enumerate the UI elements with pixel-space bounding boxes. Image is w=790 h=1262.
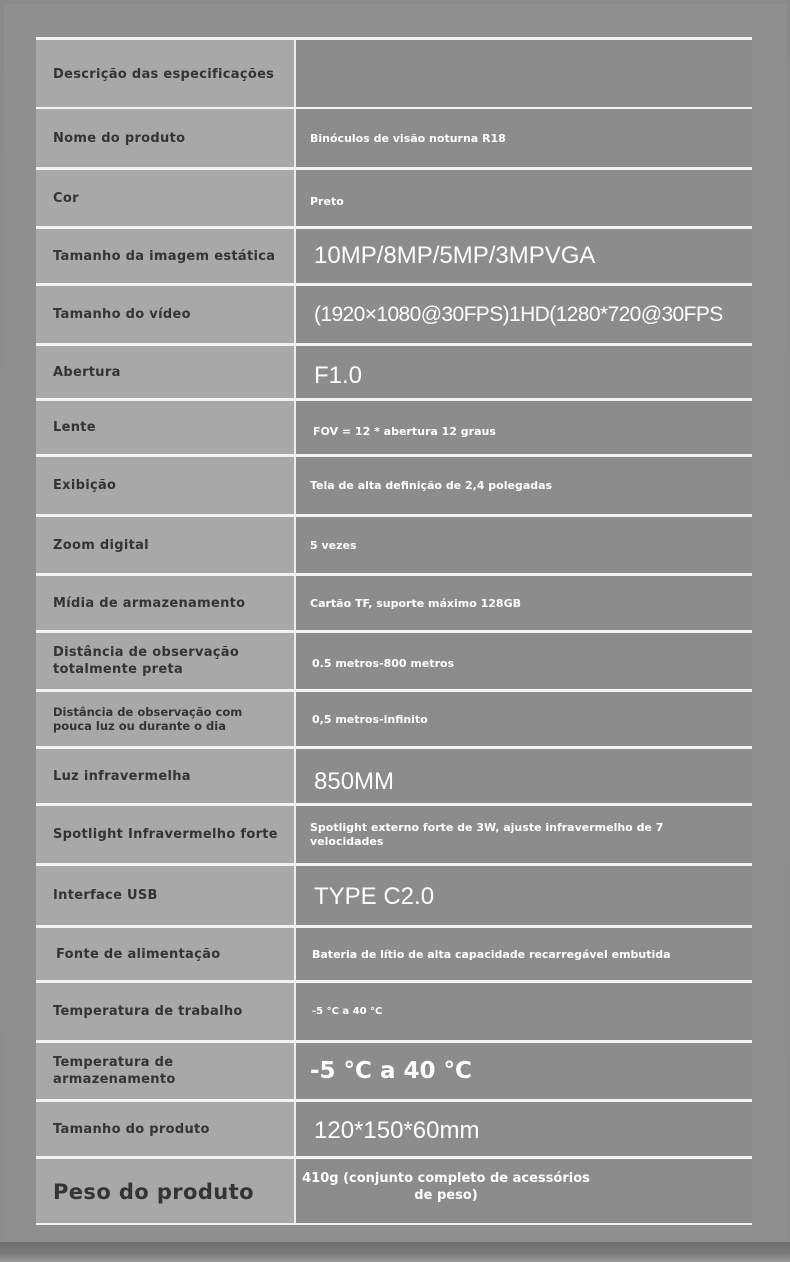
- table-row: [36, 576, 752, 630]
- row-value: Binóculos de visão noturna R18: [296, 109, 752, 167]
- row-label: Temperatura de trabalho: [36, 983, 294, 1040]
- table-row: [36, 170, 752, 226]
- header-label: Descrição das especificações: [36, 40, 294, 107]
- row-label: Tamanho do produto: [36, 1102, 294, 1156]
- row-label: Abertura: [36, 346, 294, 398]
- table-row: [36, 286, 752, 343]
- row-value: 10MP/8MP/5MP/3MPVGA: [296, 229, 752, 283]
- row-label: Interface USB: [36, 866, 294, 925]
- row-label: Temperatura de armazenamento: [36, 1043, 294, 1099]
- row-label: Distância de observação totalmente preta: [36, 633, 294, 689]
- table-row: [36, 517, 752, 573]
- row-value-text: Spotlight externo forte de 3W, ajuste infravermelho de 7 velocidades: [310, 820, 664, 848]
- table-row: [36, 346, 752, 398]
- row-value: 850MM: [296, 749, 752, 803]
- table-row: [36, 806, 752, 863]
- row-value: 0.5 metros-800 metros: [296, 633, 752, 689]
- row-value: 120*150*60mm: [296, 1102, 752, 1156]
- table-row: [36, 866, 752, 925]
- row-value: 0,5 metros-infinito: [296, 692, 752, 746]
- table-row: [36, 928, 752, 980]
- table-row: [36, 1043, 752, 1099]
- row-value: -5 °C a 40 °C: [296, 1043, 752, 1099]
- row-label: Cor: [36, 170, 294, 226]
- row-value: Tela de alta definição de 2,4 polegadas: [296, 457, 752, 514]
- row-label: Zoom digital: [36, 517, 294, 573]
- row-value: F1.0: [296, 346, 752, 398]
- row-value: TYPE C2.0: [296, 866, 752, 925]
- row-value: Bateria de lítio de alta capacidade recarregável embutida: [296, 928, 752, 980]
- table-row: [36, 401, 752, 454]
- spec-table: [36, 37, 752, 1225]
- table-row: [36, 1159, 752, 1223]
- row-label: Tamanho da imagem estática: [36, 229, 294, 283]
- row-value: FOV = 12 * abertura 12 graus: [296, 401, 752, 454]
- row-label: Tamanho do vídeo: [36, 286, 294, 343]
- row-label: Mídia de armazenamento: [36, 576, 294, 630]
- row-value: 5 vezes: [296, 517, 752, 573]
- table-row: [36, 633, 752, 689]
- table-row: [36, 457, 752, 514]
- row-value: [296, 806, 752, 863]
- header-value: [296, 40, 752, 107]
- row-value: [296, 1159, 752, 1223]
- row-value: (1920×1080@30FPS)1HD(1280*720@30FPS: [296, 286, 752, 343]
- row-value-text: 410g (conjunto completo de acessórios de peso): [302, 1171, 590, 1203]
- row-label: Luz infravermelha: [36, 749, 294, 803]
- table-row: [36, 692, 752, 746]
- table-row: [36, 229, 752, 283]
- row-label: Exibição: [36, 457, 294, 514]
- table-row: [36, 749, 752, 803]
- row-label: Spotlight Infravermelho forte: [36, 806, 294, 863]
- row-label: Peso do produto: [36, 1159, 294, 1223]
- row-value: -5 °C a 40 °C: [296, 983, 752, 1040]
- row-label: Fonte de alimentação: [36, 928, 294, 980]
- row-label: Lente: [36, 401, 294, 454]
- bottom-band: [0, 1242, 790, 1262]
- row-label: Distância de observação com pouca luz ou durante o dia: [36, 692, 294, 746]
- row-value: Cartão TF, suporte máximo 128GB: [296, 576, 752, 630]
- table-row: [36, 983, 752, 1040]
- table-header-row: [36, 40, 752, 107]
- row-value: Preto: [296, 170, 752, 226]
- table-row: [36, 109, 752, 167]
- table-row: [36, 1102, 752, 1156]
- row-label: Nome do produto: [36, 109, 294, 167]
